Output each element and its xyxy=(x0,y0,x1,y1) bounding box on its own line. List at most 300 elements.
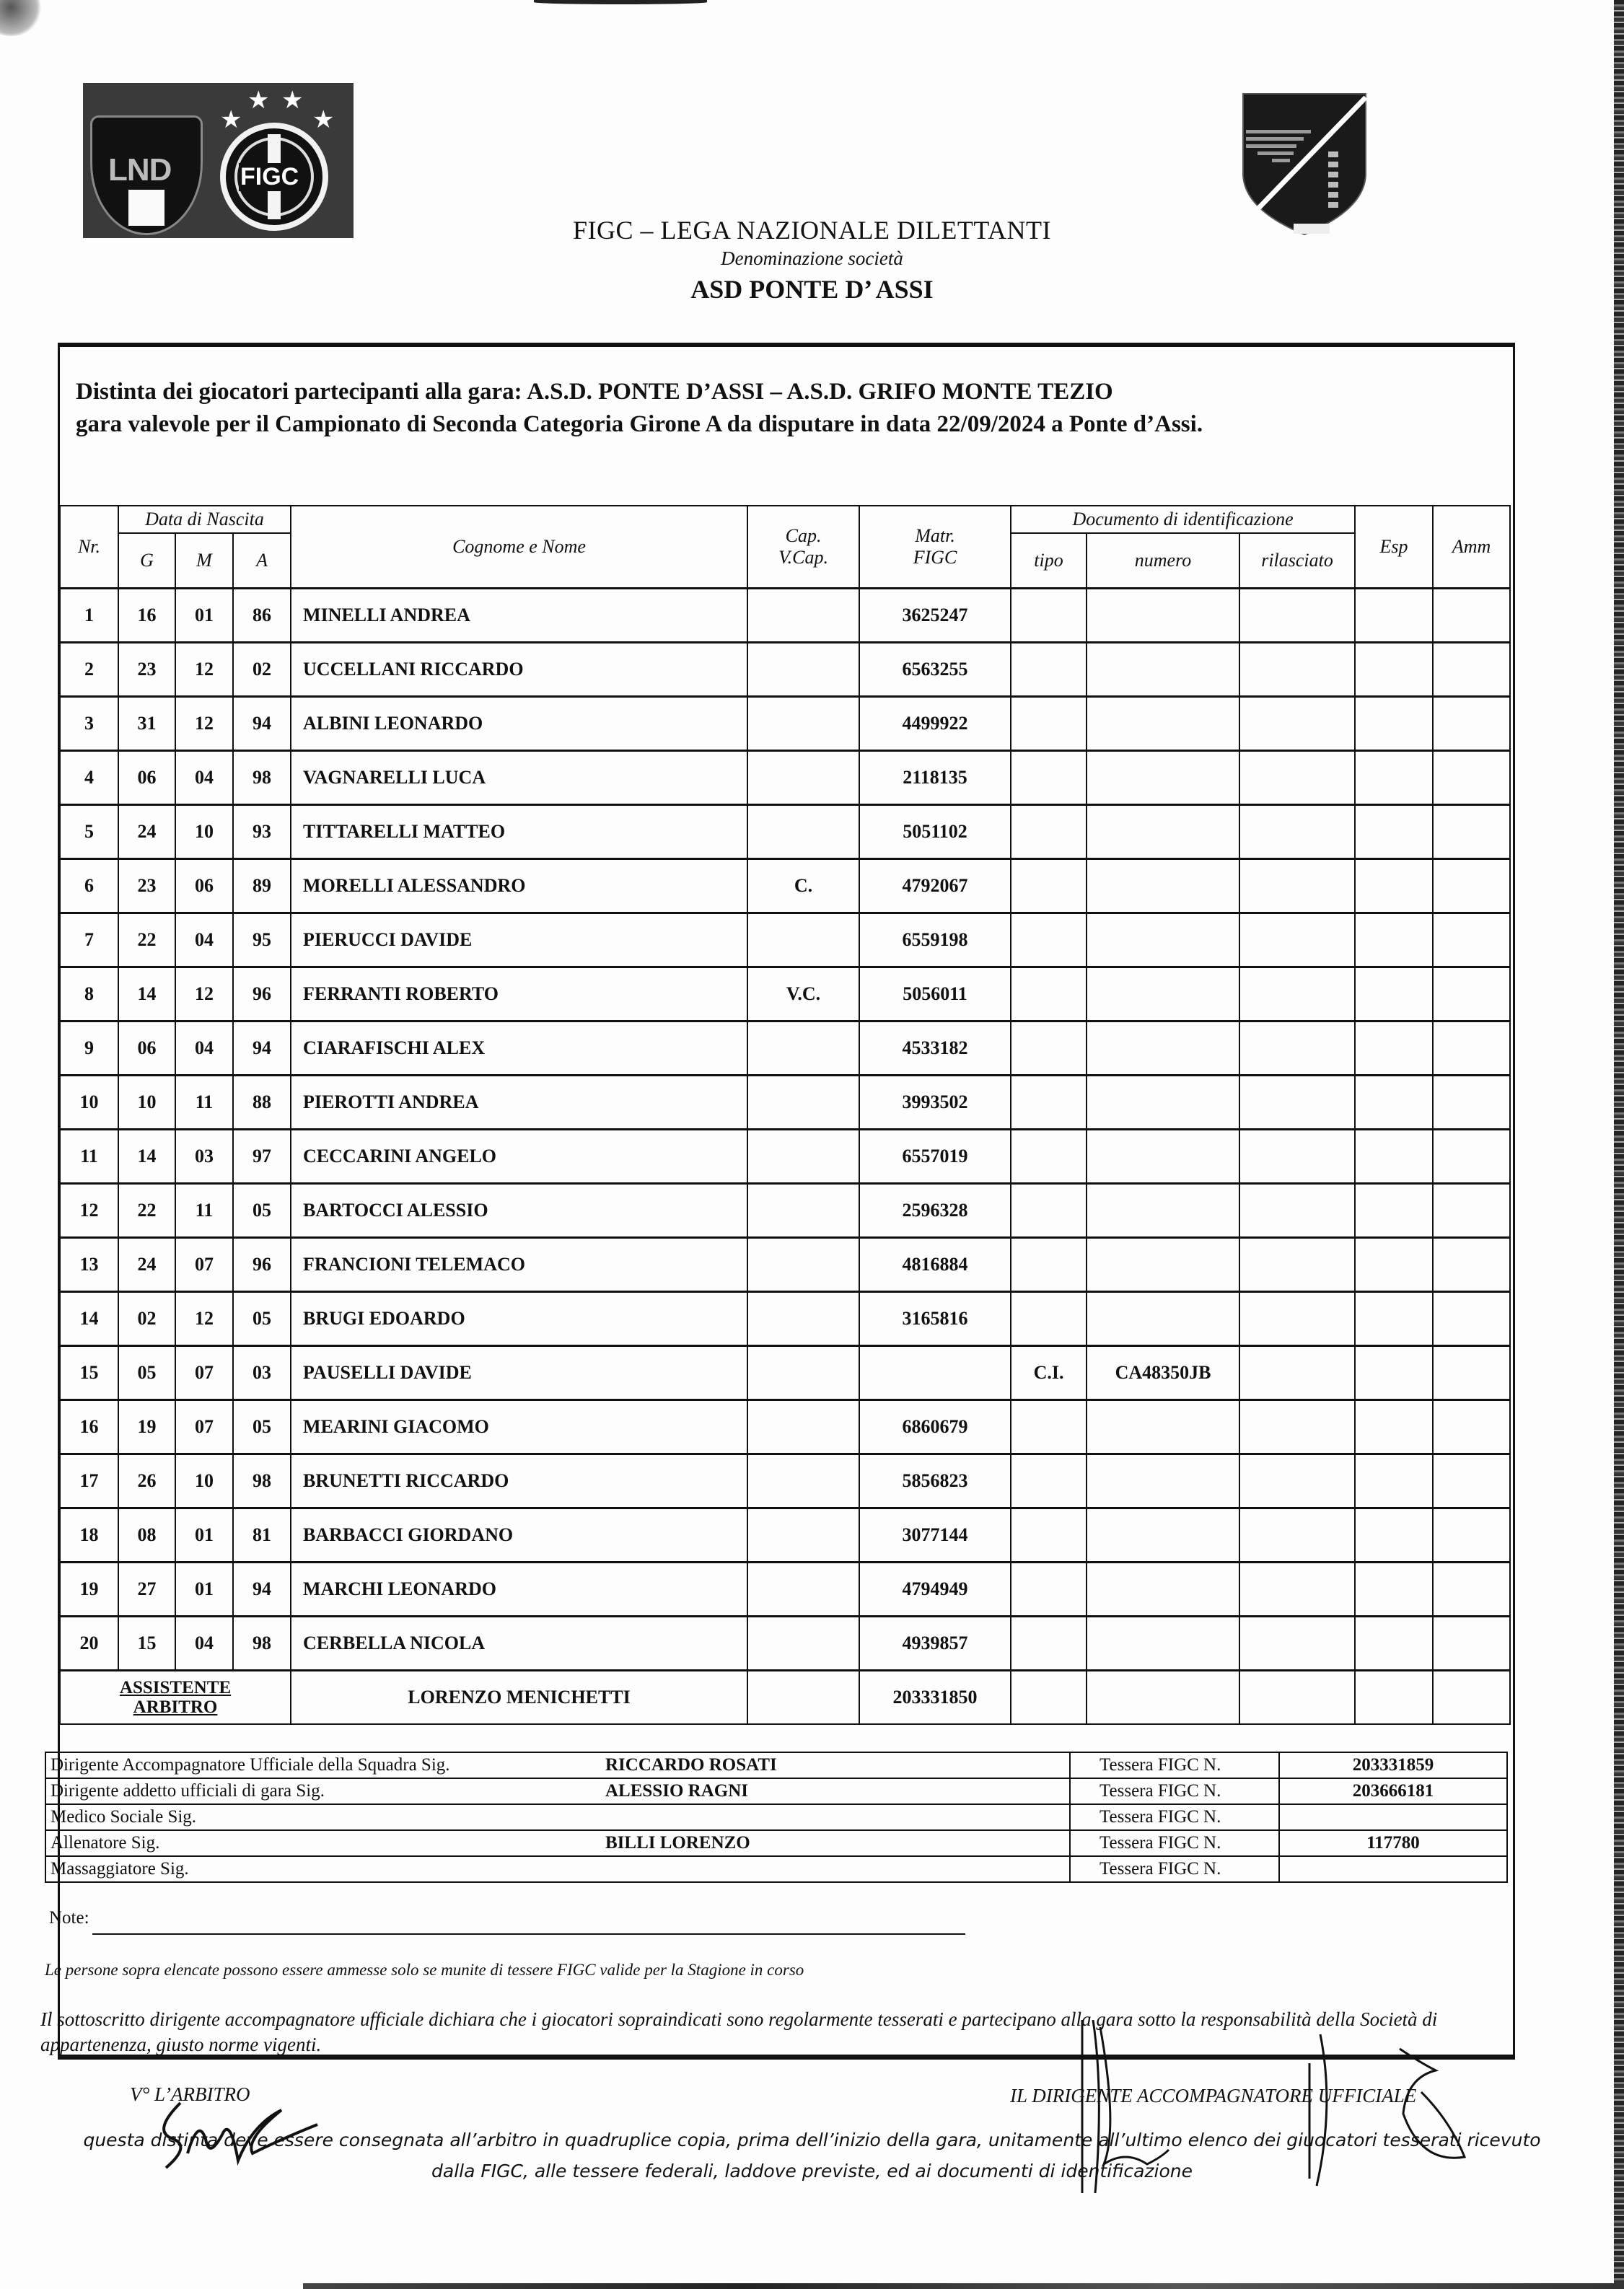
player-g-cell: 14 xyxy=(118,967,175,1022)
player-rilasciato-cell xyxy=(1239,1346,1355,1400)
referee-signature-label: V° L’ARBITRO xyxy=(130,2083,250,2105)
scan-edge-bottom xyxy=(303,2283,1624,2289)
staff-row xyxy=(45,1778,1507,1804)
player-amm-cell xyxy=(1433,1400,1510,1454)
player-amm-cell xyxy=(1433,805,1510,859)
player-amm-cell xyxy=(1433,1130,1510,1184)
player-row xyxy=(60,1617,1510,1671)
player-m-cell: 11 xyxy=(175,1184,233,1238)
player-nr-cell: 15 xyxy=(60,1346,118,1400)
player-cap-cell xyxy=(747,1022,859,1076)
player-matr-cell: 6559198 xyxy=(859,913,1011,967)
player-numero-cell xyxy=(1087,1292,1239,1346)
player-a-cell: 03 xyxy=(233,1346,291,1400)
player-nr-cell: 4 xyxy=(60,751,118,805)
star-icon: ★ xyxy=(220,107,242,133)
player-a-cell: 93 xyxy=(233,805,291,859)
player-tipo-cell xyxy=(1011,1617,1087,1671)
assistant-esp-cell xyxy=(1355,1671,1433,1725)
staff-row xyxy=(45,1804,1507,1830)
player-a-cell: 98 xyxy=(233,751,291,805)
player-rilasciato-cell xyxy=(1239,643,1355,697)
player-tipo-cell xyxy=(1011,751,1087,805)
header-id-document: Documento di identificazione xyxy=(1011,506,1355,533)
player-matr-cell: 2596328 xyxy=(859,1184,1011,1238)
player-amm-cell xyxy=(1433,859,1510,913)
player-m-cell: 04 xyxy=(175,1617,233,1671)
staff-person-cell: BILLI LORENZO xyxy=(601,1830,1070,1856)
footer-instructions-line2: dalla FIGC, alle tessere federali, laddove previste, ed ai documenti di identificazione xyxy=(431,2161,1193,2182)
player-row xyxy=(60,859,1510,913)
player-row xyxy=(60,1346,1510,1400)
player-name-cell: BARBACCI GIORDANO xyxy=(291,1508,747,1563)
header-nr: Nr. xyxy=(60,506,118,589)
player-rilasciato-cell xyxy=(1239,859,1355,913)
player-esp-cell xyxy=(1355,1022,1433,1076)
player-g-cell: 05 xyxy=(118,1346,175,1400)
player-esp-cell xyxy=(1355,859,1433,913)
player-nr-cell: 9 xyxy=(60,1022,118,1076)
player-matr-cell: 4816884 xyxy=(859,1238,1011,1292)
player-cap-cell xyxy=(747,1454,859,1508)
assistant-doc-type-cell xyxy=(1011,1671,1087,1725)
player-nr-cell: 16 xyxy=(60,1400,118,1454)
player-cap-cell xyxy=(747,1076,859,1130)
player-nr-cell: 13 xyxy=(60,1238,118,1292)
player-matr-cell: 6563255 xyxy=(859,643,1011,697)
player-amm-cell xyxy=(1433,1184,1510,1238)
player-rilasciato-cell xyxy=(1239,1238,1355,1292)
staff-tessera-cell xyxy=(1279,1804,1507,1830)
header-day: G xyxy=(118,533,175,589)
staff-tessera-cell: 203331859 xyxy=(1279,1752,1507,1778)
player-rilasciato-cell xyxy=(1239,967,1355,1022)
header-amm: Amm xyxy=(1433,506,1510,589)
staff-role-cell: Dirigente addetto ufficiali di gara Sig. xyxy=(45,1778,601,1804)
player-row xyxy=(60,589,1510,643)
player-m-cell: 03 xyxy=(175,1130,233,1184)
player-g-cell: 24 xyxy=(118,805,175,859)
player-matr-cell: 6557019 xyxy=(859,1130,1011,1184)
player-g-cell: 16 xyxy=(118,589,175,643)
player-tipo-cell xyxy=(1011,913,1087,967)
player-esp-cell xyxy=(1355,1292,1433,1346)
player-cap-cell xyxy=(747,1508,859,1563)
player-rilasciato-cell xyxy=(1239,913,1355,967)
player-tipo-cell xyxy=(1011,1454,1087,1508)
player-cap-cell xyxy=(747,805,859,859)
player-numero-cell xyxy=(1087,1184,1239,1238)
player-row xyxy=(60,751,1510,805)
staff-role-cell: Medico Sociale Sig. xyxy=(45,1804,601,1830)
player-a-cell: 98 xyxy=(233,1454,291,1508)
club-name: ASD PONTE D’ ASSI xyxy=(690,275,934,304)
staff-person-cell: ALESSIO RAGNI xyxy=(601,1778,1070,1804)
staff-row xyxy=(45,1856,1507,1882)
player-a-cell: 02 xyxy=(233,643,291,697)
staff-tessera-cell: 203666181 xyxy=(1279,1778,1507,1804)
player-tipo-cell xyxy=(1011,697,1087,751)
player-name-cell: PAUSELLI DAVIDE xyxy=(291,1346,747,1400)
player-tipo-cell xyxy=(1011,1508,1087,1563)
player-esp-cell xyxy=(1355,1563,1433,1617)
header-name: Cognome e Nome xyxy=(291,506,747,589)
assistant-referee-name: LORENZO MENICHETTI xyxy=(291,1671,747,1725)
player-g-cell: 08 xyxy=(118,1508,175,1563)
player-name-cell: FRANCIONI TELEMACO xyxy=(291,1238,747,1292)
player-matr-cell: 4533182 xyxy=(859,1022,1011,1076)
player-matr-cell: 4499922 xyxy=(859,697,1011,751)
player-g-cell: 22 xyxy=(118,1184,175,1238)
player-amm-cell xyxy=(1433,643,1510,697)
player-row xyxy=(60,643,1510,697)
footer-instructions-line1: questa distinta deve essere consegnata all’arbitro in quadruplice copia, prima dell’inizio della gara, unitamente all’ultimo elenco dei giuocatori tesserati ricevuto xyxy=(83,2130,1541,2150)
player-rilasciato-cell xyxy=(1239,1292,1355,1346)
player-cap-cell xyxy=(747,913,859,967)
player-numero-cell xyxy=(1087,913,1239,967)
player-name-cell: UCCELLANI RICCARDO xyxy=(291,643,747,697)
organization-subtitle: Denominazione società xyxy=(721,247,903,269)
assistant-amm-cell xyxy=(1433,1671,1510,1725)
player-tipo-cell xyxy=(1011,1238,1087,1292)
player-tipo-cell xyxy=(1011,1076,1087,1130)
player-a-cell: 94 xyxy=(233,1563,291,1617)
declaration-text: Il sottoscritto dirigente accompagnatore ufficiale dichiara che i giocatori sopraindicati sono regolarmente tesserati e partecipano alla gara sotto la responsabilità della Società di appartenenza, giusto norme vigenti. xyxy=(40,2008,1438,2056)
player-esp-cell xyxy=(1355,1454,1433,1508)
player-numero-cell xyxy=(1087,1076,1239,1130)
star-icon: ★ xyxy=(281,87,304,114)
player-a-cell: 96 xyxy=(233,967,291,1022)
player-m-cell: 12 xyxy=(175,967,233,1022)
player-esp-cell xyxy=(1355,1508,1433,1563)
player-esp-cell xyxy=(1355,967,1433,1022)
player-a-cell: 88 xyxy=(233,1076,291,1130)
player-nr-cell: 18 xyxy=(60,1508,118,1563)
player-rilasciato-cell xyxy=(1239,1508,1355,1563)
staff-role-cell: Allenatore Sig. xyxy=(45,1830,601,1856)
player-rilasciato-cell xyxy=(1239,1400,1355,1454)
player-amm-cell xyxy=(1433,1508,1510,1563)
player-matr-cell: 3625247 xyxy=(859,589,1011,643)
player-cap-cell xyxy=(747,1563,859,1617)
header-doc-number: numero xyxy=(1087,533,1239,589)
player-a-cell: 86 xyxy=(233,589,291,643)
player-esp-cell xyxy=(1355,1400,1433,1454)
header-matr-line2: FIGC xyxy=(913,547,957,568)
player-amm-cell xyxy=(1433,1238,1510,1292)
header-captain xyxy=(747,506,859,589)
player-g-cell: 14 xyxy=(118,1130,175,1184)
player-m-cell: 07 xyxy=(175,1346,233,1400)
player-m-cell: 10 xyxy=(175,1454,233,1508)
player-nr-cell: 7 xyxy=(60,913,118,967)
player-name-cell: MINELLI ANDREA xyxy=(291,589,747,643)
match-details: gara valevole per il Campionato di Seconda Categoria Girone A da disputare in data 22/09/2024 a Ponte d’Assi. xyxy=(76,411,1203,437)
player-matr-cell: 2118135 xyxy=(859,751,1011,805)
player-esp-cell xyxy=(1355,643,1433,697)
player-m-cell: 06 xyxy=(175,859,233,913)
match-title: Distinta dei giocatori partecipanti alla gara: A.S.D. PONTE D’ASSI – A.S.D. GRIFO MONTE TEZIO xyxy=(76,379,1113,405)
player-nr-cell: 5 xyxy=(60,805,118,859)
player-row xyxy=(60,1022,1510,1076)
player-m-cell: 01 xyxy=(175,589,233,643)
player-esp-cell xyxy=(1355,913,1433,967)
header-matr xyxy=(859,506,1011,589)
player-row xyxy=(60,913,1510,967)
player-nr-cell: 2 xyxy=(60,643,118,697)
player-cap-cell xyxy=(747,1617,859,1671)
player-esp-cell xyxy=(1355,589,1433,643)
player-a-cell: 81 xyxy=(233,1508,291,1563)
header-esp: Esp xyxy=(1355,506,1433,589)
player-tipo-cell xyxy=(1011,1292,1087,1346)
player-numero-cell xyxy=(1087,1022,1239,1076)
player-nr-cell: 14 xyxy=(60,1292,118,1346)
player-numero-cell xyxy=(1087,1238,1239,1292)
assistant-referee-label xyxy=(60,1671,291,1725)
player-g-cell: 06 xyxy=(118,1022,175,1076)
header-matr-line1: Matr. xyxy=(915,525,955,546)
player-a-cell: 94 xyxy=(233,697,291,751)
assistant-cap-cell xyxy=(747,1671,859,1725)
player-m-cell: 07 xyxy=(175,1400,233,1454)
player-name-cell: ALBINI LEONARDO xyxy=(291,697,747,751)
player-tipo-cell xyxy=(1011,589,1087,643)
player-amm-cell xyxy=(1433,1346,1510,1400)
player-matr-cell: 5856823 xyxy=(859,1454,1011,1508)
star-icon: ★ xyxy=(312,107,335,133)
player-a-cell: 96 xyxy=(233,1238,291,1292)
player-cap-cell xyxy=(747,1292,859,1346)
figc-logo-text: FIGC xyxy=(240,163,299,190)
player-rilasciato-cell xyxy=(1239,1130,1355,1184)
player-rilasciato-cell xyxy=(1239,1617,1355,1671)
staff-tessera-label-cell: Tessera FIGC N. xyxy=(1070,1830,1279,1856)
player-row xyxy=(60,1454,1510,1508)
staff-tessera-label-cell: Tessera FIGC N. xyxy=(1070,1804,1279,1830)
player-name-cell: FERRANTI ROBERTO xyxy=(291,967,747,1022)
player-matr-cell: 3165816 xyxy=(859,1292,1011,1346)
player-numero-cell xyxy=(1087,1130,1239,1184)
staff-table xyxy=(45,1752,1508,1883)
player-nr-cell: 20 xyxy=(60,1617,118,1671)
header-doc-type: tipo xyxy=(1011,533,1087,589)
player-numero-cell xyxy=(1087,967,1239,1022)
player-amm-cell xyxy=(1433,697,1510,751)
player-m-cell: 11 xyxy=(175,1076,233,1130)
player-row xyxy=(60,1563,1510,1617)
lnd-logo-text: LND xyxy=(108,152,172,188)
notes-input[interactable] xyxy=(92,1933,965,1935)
player-numero-cell xyxy=(1087,589,1239,643)
player-nr-cell: 11 xyxy=(60,1130,118,1184)
player-g-cell: 10 xyxy=(118,1076,175,1130)
player-m-cell: 12 xyxy=(175,1292,233,1346)
player-cap-cell: V.C. xyxy=(747,967,859,1022)
player-row xyxy=(60,1400,1510,1454)
player-rilasciato-cell xyxy=(1239,589,1355,643)
player-nr-cell: 17 xyxy=(60,1454,118,1508)
staff-person-cell: RICCARDO ROSATI xyxy=(601,1752,1070,1778)
player-a-cell: 94 xyxy=(233,1022,291,1076)
player-m-cell: 01 xyxy=(175,1563,233,1617)
player-m-cell: 12 xyxy=(175,697,233,751)
player-numero-cell xyxy=(1087,1563,1239,1617)
header-month: M xyxy=(175,533,233,589)
player-cap-cell xyxy=(747,751,859,805)
player-tipo-cell xyxy=(1011,643,1087,697)
player-a-cell: 97 xyxy=(233,1130,291,1184)
header-captain-line2: V.Cap. xyxy=(778,547,828,568)
organization-title: FIGC – LEGA NAZIONALE DILETTANTI xyxy=(573,216,1051,245)
player-m-cell: 04 xyxy=(175,1022,233,1076)
player-name-cell: CECCARINI ANGELO xyxy=(291,1130,747,1184)
scan-corner-shadow xyxy=(0,0,43,36)
player-rilasciato-cell xyxy=(1239,1022,1355,1076)
player-cap-cell xyxy=(747,1400,859,1454)
player-nr-cell: 6 xyxy=(60,859,118,913)
player-name-cell: MARCHI LEONARDO xyxy=(291,1563,747,1617)
player-esp-cell xyxy=(1355,805,1433,859)
player-tipo-cell xyxy=(1011,967,1087,1022)
player-numero-cell xyxy=(1087,643,1239,697)
player-matr-cell: 4792067 xyxy=(859,859,1011,913)
player-matr-cell: 5051102 xyxy=(859,805,1011,859)
player-a-cell: 05 xyxy=(233,1184,291,1238)
assistant-label-line1: ASSISTENTE xyxy=(119,1677,232,1697)
player-amm-cell xyxy=(1433,967,1510,1022)
player-esp-cell xyxy=(1355,1617,1433,1671)
staff-tessera-label-cell: Tessera FIGC N. xyxy=(1070,1752,1279,1778)
player-m-cell: 10 xyxy=(175,805,233,859)
player-amm-cell xyxy=(1433,589,1510,643)
staff-role-cell: Massaggiatore Sig. xyxy=(45,1856,601,1882)
notes-label: Note: xyxy=(49,1908,89,1928)
staff-row xyxy=(45,1830,1507,1856)
player-numero-cell xyxy=(1087,805,1239,859)
player-name-cell: BRUNETTI RICCARDO xyxy=(291,1454,747,1508)
player-numero-cell xyxy=(1087,859,1239,913)
player-matr-cell: 6860679 xyxy=(859,1400,1011,1454)
player-matr-cell: 5056011 xyxy=(859,967,1011,1022)
player-cap-cell xyxy=(747,643,859,697)
manager-signature-label: IL DIRIGENTE ACCOMPAGNATORE UFFICIALE xyxy=(1010,2085,1417,2106)
staff-tessera-label-cell: Tessera FIGC N. xyxy=(1070,1856,1279,1882)
player-g-cell: 15 xyxy=(118,1617,175,1671)
player-a-cell: 05 xyxy=(233,1292,291,1346)
scan-edge-top xyxy=(534,0,707,4)
player-tipo-cell xyxy=(1011,859,1087,913)
player-tipo-cell: C.I. xyxy=(1011,1346,1087,1400)
player-cap-cell xyxy=(747,697,859,751)
player-amm-cell xyxy=(1433,1617,1510,1671)
player-m-cell: 01 xyxy=(175,1508,233,1563)
player-numero-cell xyxy=(1087,1508,1239,1563)
staff-tessera-label-cell: Tessera FIGC N. xyxy=(1070,1778,1279,1804)
assistant-label-line2: ARBITRO xyxy=(133,1697,218,1717)
header-birth-date: Data di Nascita xyxy=(118,506,291,533)
player-g-cell: 26 xyxy=(118,1454,175,1508)
player-nr-cell: 10 xyxy=(60,1076,118,1130)
assistant-doc-issued-cell xyxy=(1239,1671,1355,1725)
scan-edge-right xyxy=(1614,0,1624,2289)
player-row xyxy=(60,1130,1510,1184)
player-numero-cell xyxy=(1087,1617,1239,1671)
player-g-cell: 27 xyxy=(118,1563,175,1617)
player-m-cell: 07 xyxy=(175,1238,233,1292)
player-g-cell: 23 xyxy=(118,859,175,913)
player-g-cell: 31 xyxy=(118,697,175,751)
player-nr-cell: 12 xyxy=(60,1184,118,1238)
player-row xyxy=(60,1076,1510,1130)
player-matr-cell: 4939857 xyxy=(859,1617,1011,1671)
player-rilasciato-cell xyxy=(1239,1454,1355,1508)
player-nr-cell: 1 xyxy=(60,589,118,643)
player-row xyxy=(60,1292,1510,1346)
player-name-cell: PIEROTTI ANDREA xyxy=(291,1076,747,1130)
player-rilasciato-cell xyxy=(1239,1184,1355,1238)
player-row xyxy=(60,967,1510,1022)
player-matr-cell: 3077144 xyxy=(859,1508,1011,1563)
staff-role-cell: Dirigente Accompagnatore Ufficiale della Squadra Sig. xyxy=(45,1752,601,1778)
staff-tessera-cell: 117780 xyxy=(1279,1830,1507,1856)
player-g-cell: 02 xyxy=(118,1292,175,1346)
player-name-cell: BRUGI EDOARDO xyxy=(291,1292,747,1346)
player-matr-cell: 4794949 xyxy=(859,1563,1011,1617)
player-name-cell: MORELLI ALESSANDRO xyxy=(291,859,747,913)
player-row xyxy=(60,1238,1510,1292)
player-m-cell: 04 xyxy=(175,751,233,805)
player-name-cell: CERBELLA NICOLA xyxy=(291,1617,747,1671)
player-esp-cell xyxy=(1355,1184,1433,1238)
player-esp-cell xyxy=(1355,1076,1433,1130)
player-nr-cell: 3 xyxy=(60,697,118,751)
player-matr-cell xyxy=(859,1346,1011,1400)
player-numero-cell xyxy=(1087,751,1239,805)
player-g-cell: 23 xyxy=(118,643,175,697)
player-tipo-cell xyxy=(1011,1130,1087,1184)
player-a-cell: 98 xyxy=(233,1617,291,1671)
player-a-cell: 05 xyxy=(233,1400,291,1454)
player-cap-cell: C. xyxy=(747,859,859,913)
player-esp-cell xyxy=(1355,1238,1433,1292)
player-amm-cell xyxy=(1433,1563,1510,1617)
player-amm-cell xyxy=(1433,1022,1510,1076)
player-g-cell: 22 xyxy=(118,913,175,967)
player-matr-cell: 3993502 xyxy=(859,1076,1011,1130)
player-rilasciato-cell xyxy=(1239,1563,1355,1617)
player-g-cell: 06 xyxy=(118,751,175,805)
player-amm-cell xyxy=(1433,1076,1510,1130)
player-numero-cell xyxy=(1087,697,1239,751)
player-a-cell: 95 xyxy=(233,913,291,967)
player-nr-cell: 8 xyxy=(60,967,118,1022)
staff-row xyxy=(45,1752,1507,1778)
player-esp-cell xyxy=(1355,1130,1433,1184)
player-row xyxy=(60,805,1510,859)
player-row xyxy=(60,1508,1510,1563)
header-year: A xyxy=(233,533,291,589)
player-cap-cell xyxy=(747,1238,859,1292)
player-m-cell: 04 xyxy=(175,913,233,967)
player-name-cell: MEARINI GIACOMO xyxy=(291,1400,747,1454)
header-doc-issued: rilasciato xyxy=(1239,533,1355,589)
player-tipo-cell xyxy=(1011,1022,1087,1076)
player-cap-cell xyxy=(747,589,859,643)
player-g-cell: 19 xyxy=(118,1400,175,1454)
player-cap-cell xyxy=(747,1130,859,1184)
player-amm-cell xyxy=(1433,1454,1510,1508)
